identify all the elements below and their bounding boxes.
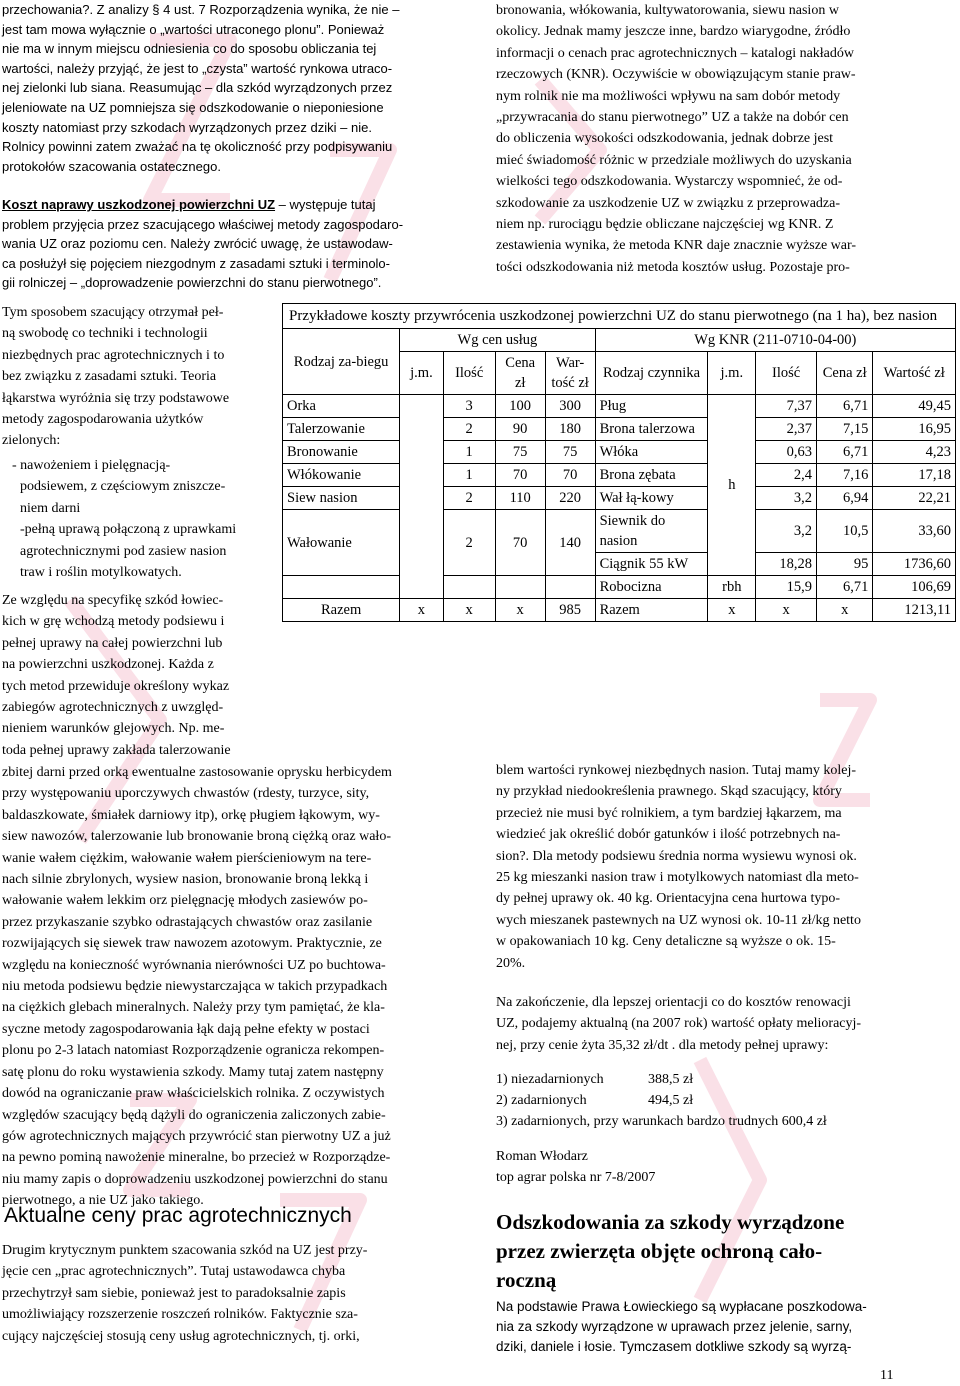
table-cell: x — [495, 599, 545, 622]
table-cell: Siew nasion — [283, 487, 400, 510]
text-line: bronowania, włókowania, kultywatorowania, siewu nasion w — [496, 3, 839, 18]
table-cell — [400, 395, 443, 599]
list-item: - nawożeniem i pielęgnacją- — [12, 458, 171, 473]
text-line: wania UZ oraz poziomu cen. Należy zwrócić uwagę, że ustawodaw- — [2, 236, 393, 252]
text-line: wiedzieć jak określić dobór gatunków i ilość potrzebnych na- — [496, 827, 841, 843]
table-header: War-tość zł — [545, 352, 595, 395]
table-cell: 220 — [545, 487, 595, 510]
table-cell: 10,5 — [816, 510, 872, 553]
table-cell: Włókowanie — [283, 464, 400, 487]
text-line: przy występowaniu uporczywych chwastów (rdesty, turzyce, sity, — [2, 786, 370, 802]
table-cell: 7,16 — [816, 464, 872, 487]
table-cell: 100 — [495, 395, 545, 418]
text-line: syczne metody zagospodarowania łąk dają pełne efekty w postaci — [2, 1021, 370, 1037]
table-cell — [283, 576, 400, 599]
table-cell: 22,21 — [873, 487, 956, 510]
table-cell: 7,37 — [756, 395, 817, 418]
table-cell: 90 — [495, 418, 545, 441]
text-line: siew nawozów, talerzowanie lub bronowanie broną ciężką oraz wało- — [2, 829, 391, 845]
text-line: przecież nie musi być rolnikiem, a tym bardziej łąkarzem, ma — [496, 805, 842, 821]
text-line: jeleniowate na UZ pomniejsza się odszkodowanie o nieponiesione — [2, 99, 384, 115]
table-header: Rodzaj czynnika — [595, 352, 708, 395]
table-cell: 3 — [443, 395, 495, 418]
table-cell — [708, 395, 756, 576]
text-line: umożliwiający rozszerzenie roszczeń rolników. Faktycznie sza- — [2, 1307, 358, 1323]
text-line: okolicy. Jednak mamy jeszcze inne, bardzo wiarygodne, źródło — [496, 24, 851, 40]
text-line: nieniem warunków glejowych. Np. me- — [2, 721, 225, 737]
text-line: na pewno pominą nawożenie mineralne, bo przecież w Rozporządze- — [2, 1150, 391, 1166]
text-line: do obliczenia wysokości odszkodowania, jednak dobrze jest — [496, 131, 834, 147]
author-name: Roman Włodarz — [496, 1149, 588, 1164]
text-line: wanie wałem ciężkim, wałowanie wałem pierścieniowym na tere- — [2, 850, 372, 866]
text-line: przechytrzył sam siebie, ponieważ jest to paradoksalnie zapis — [2, 1285, 346, 1301]
list-item: 2) zadarnionych 494,5 zł — [496, 1093, 694, 1108]
list-item: 1) niezadarnionych 388,5 zł — [496, 1072, 694, 1087]
section-title-compensation: Odszkodowania za szkody wyrządzone przez zwierzęta objęte ochroną cało- roczną — [496, 1210, 845, 1292]
text-line: blem wartości rynkowej niezbędnych nasion. Tutaj mamy kolej- — [496, 763, 857, 778]
table-group-row — [283, 329, 956, 352]
table-cell: 70 — [495, 510, 545, 576]
text-line: dy pełnej uprawy ok. 40 kg. Orientacyjna cena hurtowa typo- — [496, 891, 841, 907]
text-line: dziki, daniele i łosie. Tymczasem dotkliwe szkody są wyrzą- — [496, 1339, 852, 1354]
table-group-header: Wg KNR (211-0710-04-00) — [595, 329, 955, 352]
text-line: w opakowaniach 10 kg. Ceny detaliczne są wyższe o ok. 15- — [496, 934, 836, 950]
text-line: wielkości tego odszkodowania. Wystarczy wspomnieć, że od- — [496, 174, 843, 190]
intro-paragraph — [2, 0, 462, 176]
text-line: na ciężkich glebach mineralnych. Należy przy tym pamiętać, że kla- — [2, 1000, 385, 1016]
table-cell: 18,28 — [756, 553, 817, 576]
table-cell: 6,71 — [816, 441, 872, 464]
text-line: niu metoda podsiewu będzie niewystarczająca w takich przypadkach — [2, 979, 388, 995]
table-cell: Brona talerzowa — [595, 418, 708, 441]
table-cell: Talerzowanie — [283, 418, 400, 441]
right-top-paragraph — [496, 0, 952, 278]
text-line: 20%. — [496, 955, 526, 971]
text-line: zabiegów agrotechnicznych z uwzględ- — [2, 700, 224, 716]
text-line: nach silnie zbrylonych, wysiew nasion, bronowanie broną lekką i — [2, 872, 369, 888]
table-header: j.m. — [708, 352, 756, 395]
wide-paragraph — [2, 762, 460, 1212]
narrow-paragraph-1 — [2, 302, 274, 452]
table-cell — [443, 576, 495, 599]
table-cell: 6,94 — [816, 487, 872, 510]
table-cell: rbh — [708, 576, 756, 599]
text-line: ną swobodę co techniki i technologii — [2, 326, 208, 342]
text-line: kich w grę wchodzą metody podsiewu i — [2, 614, 225, 630]
table-cell: 2,4 — [756, 464, 817, 487]
text-line: Drugim krytycznym punktem szacowania szkód na UZ jest przy- — [2, 1243, 368, 1258]
table-cell: 1 — [443, 464, 495, 487]
list-item: podsiewem, z częściowym zniszcze- — [20, 479, 226, 495]
text-line: baldaszkowate, śmiałek darniowy itp), orkę pługiem łąkowym, wy- — [2, 807, 380, 823]
text-line: informacji o cenach prac agrotechnicznych – katalogi nakładów — [496, 45, 855, 61]
table-cell: 2 — [443, 418, 495, 441]
text-line: gów agrotechnicznych mających przywrócić stan pierwotny UZ a już — [2, 1128, 391, 1144]
text-line: wartości, należy przyjąć, że jest to „czysta” wartość rynkowa utraco- — [2, 60, 393, 76]
list-item: agrotechnicznymi pod zasiew nasion — [20, 543, 227, 559]
text-line: jęcie cen „prac agrotechnicznych”. Tutaj ustawodawca chyba — [2, 1264, 346, 1280]
text-line: Na zakończenie, dla lepszej orientacji co do kosztów renowacji — [496, 995, 851, 1010]
table-caption-row — [283, 304, 956, 329]
conclusion-paragraph — [496, 992, 952, 1056]
table-cell: Włóka — [595, 441, 708, 464]
table-cell: 16,95 — [873, 418, 956, 441]
table-cell — [495, 576, 545, 599]
text-line: Tym sposobem szacujący otrzymał peł- — [2, 305, 224, 320]
text-line: 25 kg mieszanki nasion traw i motylkowych natomiast dla meto- — [496, 870, 859, 886]
table-cell: 300 — [545, 395, 595, 418]
text-line: dowód na ograniczanie praw właścicielskich rolnika. Z oczywistych — [2, 1086, 385, 1102]
table-cell: 2 — [443, 487, 495, 510]
text-line: wałowanie wałem lekkim orz pielęgnację młodych zasiewów po- — [2, 893, 368, 909]
table-cell: Robocizna — [595, 576, 708, 599]
table-cell: 0,63 — [756, 441, 817, 464]
table-header: Cena zł — [495, 352, 545, 395]
table-header: Ilość — [443, 352, 495, 395]
table-cell: Pług — [595, 395, 708, 418]
table-row — [283, 487, 956, 510]
text-line: satę plonu do roku wystawienia szkody. Mamy tutaj zatem następny — [2, 1064, 384, 1080]
text-line: nej, przy cenie żyta 35,32 zł/dt . dla metody pełnej uprawy: — [496, 1037, 829, 1053]
prices-paragraph — [2, 1240, 460, 1347]
text-line: toda pełnej uprawy zakłada talerzowanie — [2, 742, 231, 758]
table-row — [283, 441, 956, 464]
text-line: rzeczowych (KNR). Oczywiście w obowiązującym stanie praw- — [496, 67, 856, 83]
table-cell: Razem — [283, 599, 400, 622]
text-line: bez związku z zasadami sztuki. Teoria — [2, 369, 217, 385]
text-line: UZ, podajemy aktualną (na 2007 rok) wartość opłaty melioracyj- — [496, 1016, 862, 1032]
text-line: protokołów szacowania ostatecznego. — [2, 158, 221, 174]
text-line: cujący najczęściej stosują ceny usług agrotechnicznych, tj. orki, — [2, 1328, 360, 1344]
text-line: zbitej darni przed orką ewentualne zastosowanie oprysku herbicydem — [2, 765, 392, 780]
koszt-heading: Koszt naprawy uszkodzonej powierzchni UZ — [2, 197, 276, 212]
text-line: niem np. rurociągu będzie obliczane najczęściej wg KNR. Z — [496, 217, 834, 233]
text-line: niu mamy zapis o doprowadzeniu uszkodzonej powierzchni do stanu — [2, 1171, 388, 1187]
text-line: Na podstawie Prawa Łowieckiego są wypłacane poszkodowa- — [496, 1299, 867, 1314]
text-line: nia za szkody wyrządzone w uprawach przez jelenie, sarny, — [496, 1319, 853, 1334]
table-cell: Ciągnik 55 kW — [595, 553, 708, 576]
table-cell: Siewnik do nasion — [595, 510, 708, 553]
compensation-paragraph — [496, 1297, 952, 1357]
table-cell: x — [443, 599, 495, 622]
text-line: ca posłużył się pojęciem niezgodnym z zasadami sztuki i terminolo- — [2, 255, 390, 271]
table-cell: Razem — [595, 599, 708, 622]
text-line: Koszt naprawy uszkodzonej powierzchni UZ – występuje tutaj — [2, 197, 376, 212]
table-cell: 2 — [443, 510, 495, 576]
signature-block — [496, 1146, 655, 1188]
methods-list — [2, 455, 274, 583]
text-line: łąkarstwa wyróżnia się trzy podstawowe — [2, 390, 230, 406]
list-item: niem darni — [20, 500, 81, 516]
list-item: -pełną uprawą połączoną z uprawkami — [20, 522, 237, 538]
text-line: metody zagospodarowania użytków — [2, 412, 204, 428]
table-header: j.m. — [400, 352, 443, 395]
list-item: 3) zadarnionych, przy warunkach bardzo trudnych 600,4 zł — [496, 1114, 827, 1129]
table-cell: 1 — [443, 441, 495, 464]
table-row — [283, 510, 956, 553]
table-cell: 17,18 — [873, 464, 956, 487]
table-cell: Wałowanie — [283, 510, 400, 576]
text-line: pełnej uprawy na całej powierzchni lub — [2, 635, 223, 651]
text-line: ny przykład niedookreślenia prawnego. Skąd szacujący, który — [496, 784, 842, 800]
table-cell: 75 — [545, 441, 595, 464]
list-item: traw i roślin motylkowatych. — [20, 565, 182, 581]
table-cell: 75 — [495, 441, 545, 464]
table-row — [283, 464, 956, 487]
table-cell: 4,23 — [873, 441, 956, 464]
table-cell: 6,71 — [816, 395, 872, 418]
table-row — [283, 395, 956, 418]
text-line: problem przyjęcia przez szacującego właściwej metody zagospodaro- — [2, 216, 404, 232]
table-header: Wartość zł — [873, 352, 956, 395]
table-cell: x — [400, 599, 443, 622]
section-title-prices: Aktualne ceny prac agrotechnicznych — [4, 1204, 352, 1227]
text-line: przechowania?. Z analizy § 4 ust. 7 Rozporządzenia wynika, że nie – — [2, 2, 400, 17]
table-cell: 180 — [545, 418, 595, 441]
table-cell: 106,69 — [873, 576, 956, 599]
text-line: tości odszkodowania niż metoda kosztów usług. Pozostaje pro- — [496, 259, 850, 275]
text-line: mieć świadomość różnic w przedziale możliwych do uzyskania — [496, 152, 852, 168]
table-row — [283, 576, 956, 599]
unit-h: h — [728, 477, 736, 493]
page-number: 11 — [880, 1368, 894, 1383]
text-line: gii rolniczej – „doprowadzenie powierzchni do stanu pierwotnego”. — [2, 275, 382, 291]
text-line: nym rolnik nie ma możliwości wpływu na sam dobór metody — [496, 88, 841, 104]
table-cell: Brona zębata — [595, 464, 708, 487]
table-cell: 2,37 — [756, 418, 817, 441]
text-line: tych metod przewiduje określony wykaz — [2, 678, 230, 694]
cost-table — [282, 303, 956, 622]
narrow-paragraph-2 — [2, 590, 274, 761]
source-reference: top agrar polska nr 7-8/2007 — [496, 1170, 656, 1185]
text-line: szkodowanie za uszkodzenie UZ w związku z przeprowadza- — [496, 195, 841, 211]
text-line: jest tam mowa wyłącznie o „wartości utraconego plonu”. Ponieważ — [2, 21, 385, 37]
table-group-header: Wg cen usług — [400, 329, 595, 352]
table-cell: 70 — [545, 464, 595, 487]
text-line: względów szacujący będą dążyli do ograniczenia zaliczonych zabie- — [2, 1107, 386, 1123]
table-cell: 33,60 — [873, 510, 956, 553]
table-cell: 70 — [495, 464, 545, 487]
text-line: pierwotnego, a nie UZ jako takiego. — [2, 1193, 204, 1209]
table-cell: Wał łą-kowy — [595, 487, 708, 510]
table-cell: 15,9 — [756, 576, 817, 599]
table-cell: 3,2 — [756, 510, 817, 553]
table-cell: 140 — [545, 510, 595, 576]
text-line: wych mieszanek pastewnych na UZ wynosi ok. 10-11 zł/kg netto — [496, 912, 861, 928]
text-line: plonu po 2-3 latach natomiast Rozporządzenie ogranicza rekompen- — [2, 1043, 385, 1059]
table-cell: 110 — [495, 487, 545, 510]
table-cell: 3,2 — [756, 487, 817, 510]
table-cell: 1736,60 — [873, 553, 956, 576]
table-total-row — [283, 599, 956, 622]
text-line: zielonych: — [2, 433, 61, 449]
text-line: na powierzchni uszkodzonej. Każda z — [2, 657, 214, 673]
table-cell — [545, 576, 595, 599]
table-cell: 7,15 — [816, 418, 872, 441]
table-cell: 95 — [816, 553, 872, 576]
table-row — [283, 418, 956, 441]
table-cell: 6,71 — [816, 576, 872, 599]
text-line: zestawienia wynika, że metoda KNR daje znacznie wyższe war- — [496, 238, 857, 254]
table-cell: x — [756, 599, 817, 622]
table-cell: 49,45 — [873, 395, 956, 418]
text-line: koszty natomiast przy szkodach wyrządzonych przez dziki – nie. — [2, 119, 372, 135]
table-cell: x — [708, 599, 756, 622]
table-header: Ilość — [756, 352, 817, 395]
right-after-table-paragraph — [496, 760, 952, 974]
table-cell: Orka — [283, 395, 400, 418]
text-line: rozwijających się siewek traw nawozem azotowym. Praktycznie, ze — [2, 936, 382, 952]
text-line: nej zielonki lub siana. Reasumując – dla szkód wyrządzonych przez — [2, 80, 393, 96]
text-line: Rolnicy powinni zatem zważać na tę okoliczność przy podpisywaniu — [2, 139, 393, 155]
table-cell: x — [816, 599, 872, 622]
table-header: Rodzaj za-biegu — [283, 329, 400, 395]
table-cell: 985 — [545, 599, 595, 622]
text-line: względu na konieczność wyrównania nierówności UZ po buchtowa- — [2, 957, 386, 973]
table-cell: Bronowanie — [283, 441, 400, 464]
text-line: Ze względu na specyfikę szkód łowiec- — [2, 593, 224, 608]
koszt-paragraph — [2, 195, 462, 293]
table-header: Cena zł — [816, 352, 872, 395]
text-line: przez przykaszanie szybko odrastających chwastów oraz zasilanie — [2, 914, 373, 930]
text-line: niezbędnych prac agrotechnicznych i to — [2, 347, 225, 363]
table-cell: 1213,11 — [873, 599, 956, 622]
text-line: sion?. Dla metody podsiewu średnia norma wysiewu wynosi ok. — [496, 848, 857, 864]
table-caption: Przykładowe koszty przywrócenia uszkodzonej powierzchni UZ do stanu pierwotnego (na 1 ha), bez nasion — [283, 304, 956, 329]
text-line: nie ma w innym miejscu odniesienia co do sposobu obliczania tej — [2, 41, 377, 57]
text-line: „przywracania do stanu pierwotnego” UZ a także na dobór cen — [496, 110, 849, 126]
